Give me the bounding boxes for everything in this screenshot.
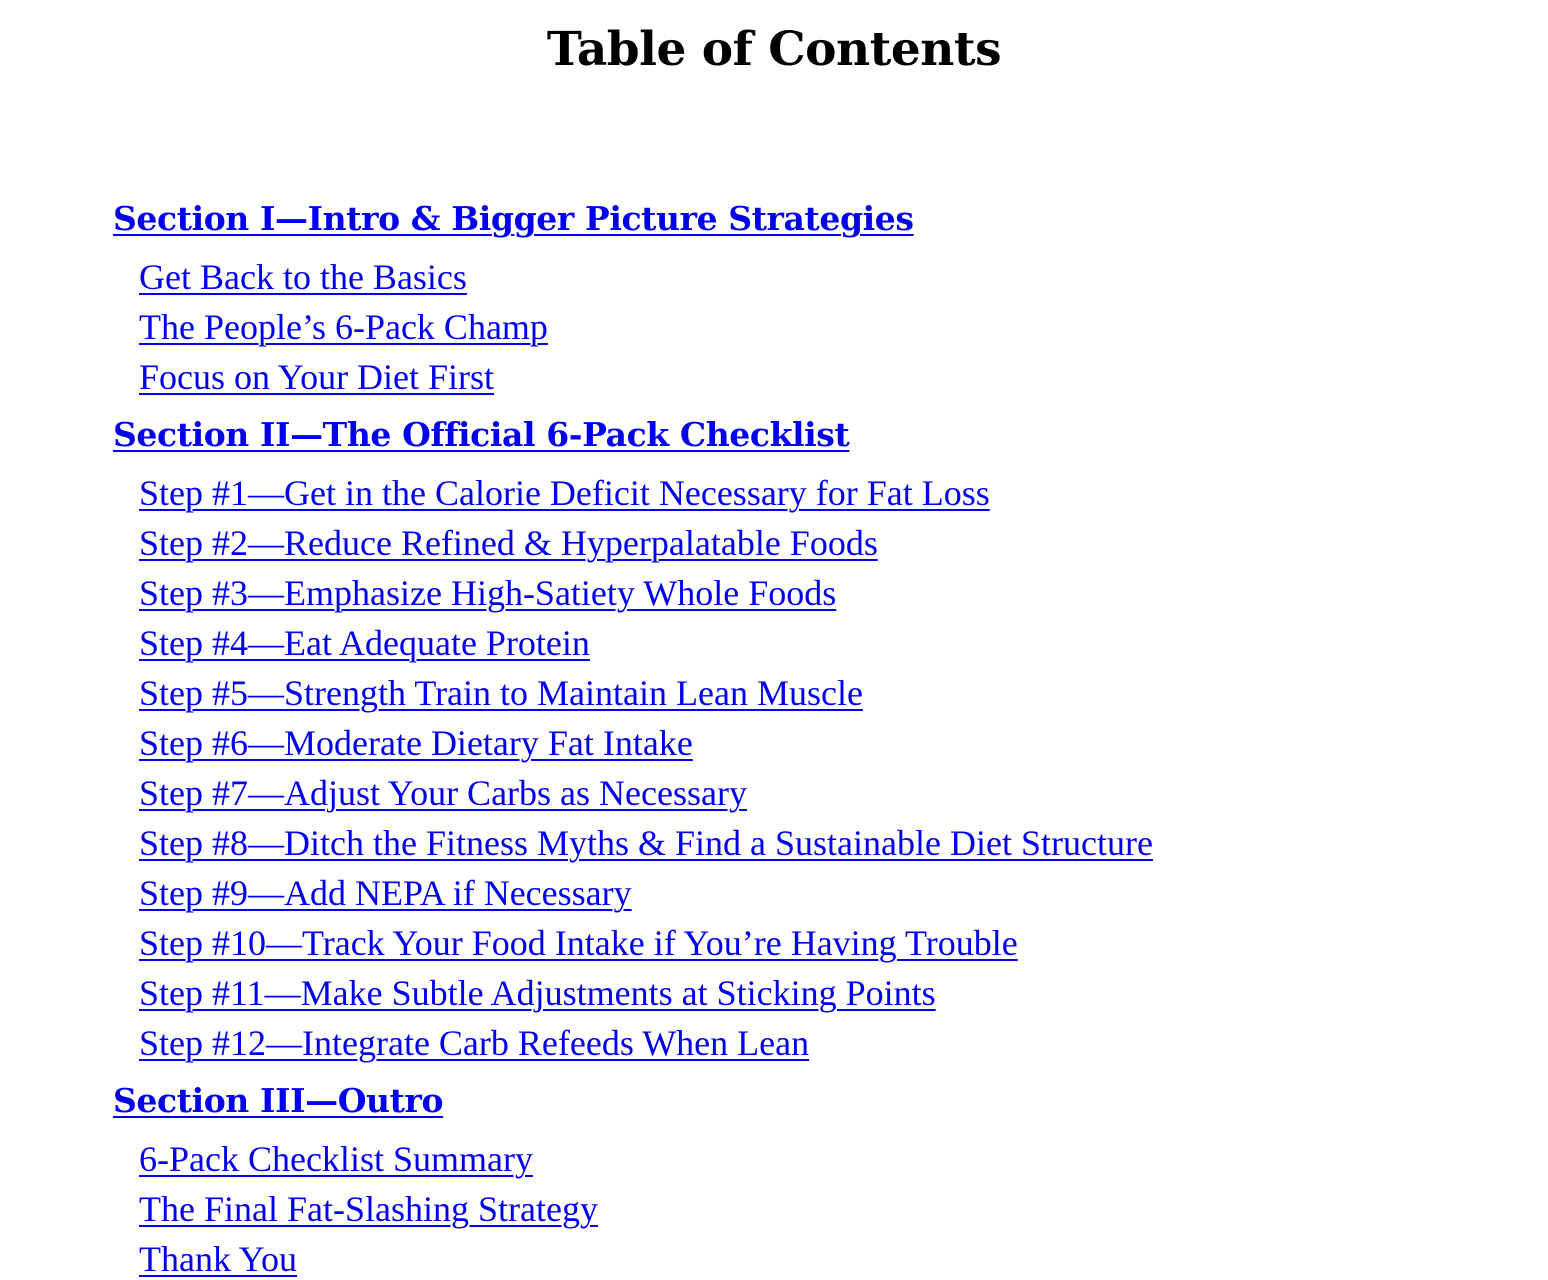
toc-section-link[interactable]: Section III—Outro — [113, 1081, 444, 1120]
toc-item-link[interactable]: The People’s 6-Pack Champ — [139, 307, 548, 347]
toc-item-link[interactable]: Step #10—Track Your Food Intake if You’re Having Trouble — [139, 923, 1018, 963]
toc-item-link[interactable]: Step #4—Eat Adequate Protein — [139, 623, 590, 663]
toc-item-link[interactable]: Step #9—Add NEPA if Necessary — [139, 873, 632, 913]
toc-item-link[interactable]: Step #6—Moderate Dietary Fat Intake — [139, 723, 693, 763]
toc-item-link[interactable]: Step #8—Ditch the Fitness Myths & Find a Sustainable Diet Structure — [139, 823, 1153, 863]
toc-item-link[interactable]: Get Back to the Basics — [139, 257, 467, 297]
toc-item-link[interactable]: Step #2—Reduce Refined & Hyperpalatable Foods — [139, 523, 878, 563]
toc-item-link[interactable]: Step #11—Make Subtle Adjustments at Sticking Points — [139, 973, 936, 1013]
toc-item-link[interactable]: Thank You — [139, 1239, 298, 1279]
toc-section-link[interactable]: Section II—The Official 6-Pack Checklist — [113, 415, 850, 454]
page-title: Table of Contents — [546, 22, 1002, 77]
toc-section-link[interactable]: Section I—Intro & Bigger Picture Strategies — [113, 199, 914, 238]
toc-item-link[interactable]: Step #1—Get in the Calorie Deficit Necessary for Fat Loss — [139, 473, 990, 513]
toc-item-link[interactable]: Step #3—Emphasize High-Satiety Whole Foods — [139, 573, 837, 613]
toc-item-link[interactable]: 6-Pack Checklist Summary — [139, 1139, 533, 1179]
toc-item-link[interactable]: Step #7—Adjust Your Carbs as Necessary — [139, 773, 747, 813]
toc-item-link[interactable]: Step #12—Integrate Carb Refeeds When Lean — [139, 1023, 810, 1063]
toc-item-link[interactable]: Focus on Your Diet First — [139, 357, 495, 397]
toc-item-link[interactable]: The Final Fat-Slashing Strategy — [139, 1189, 598, 1229]
toc-item-link[interactable]: Step #5—Strength Train to Maintain Lean Muscle — [139, 673, 863, 713]
